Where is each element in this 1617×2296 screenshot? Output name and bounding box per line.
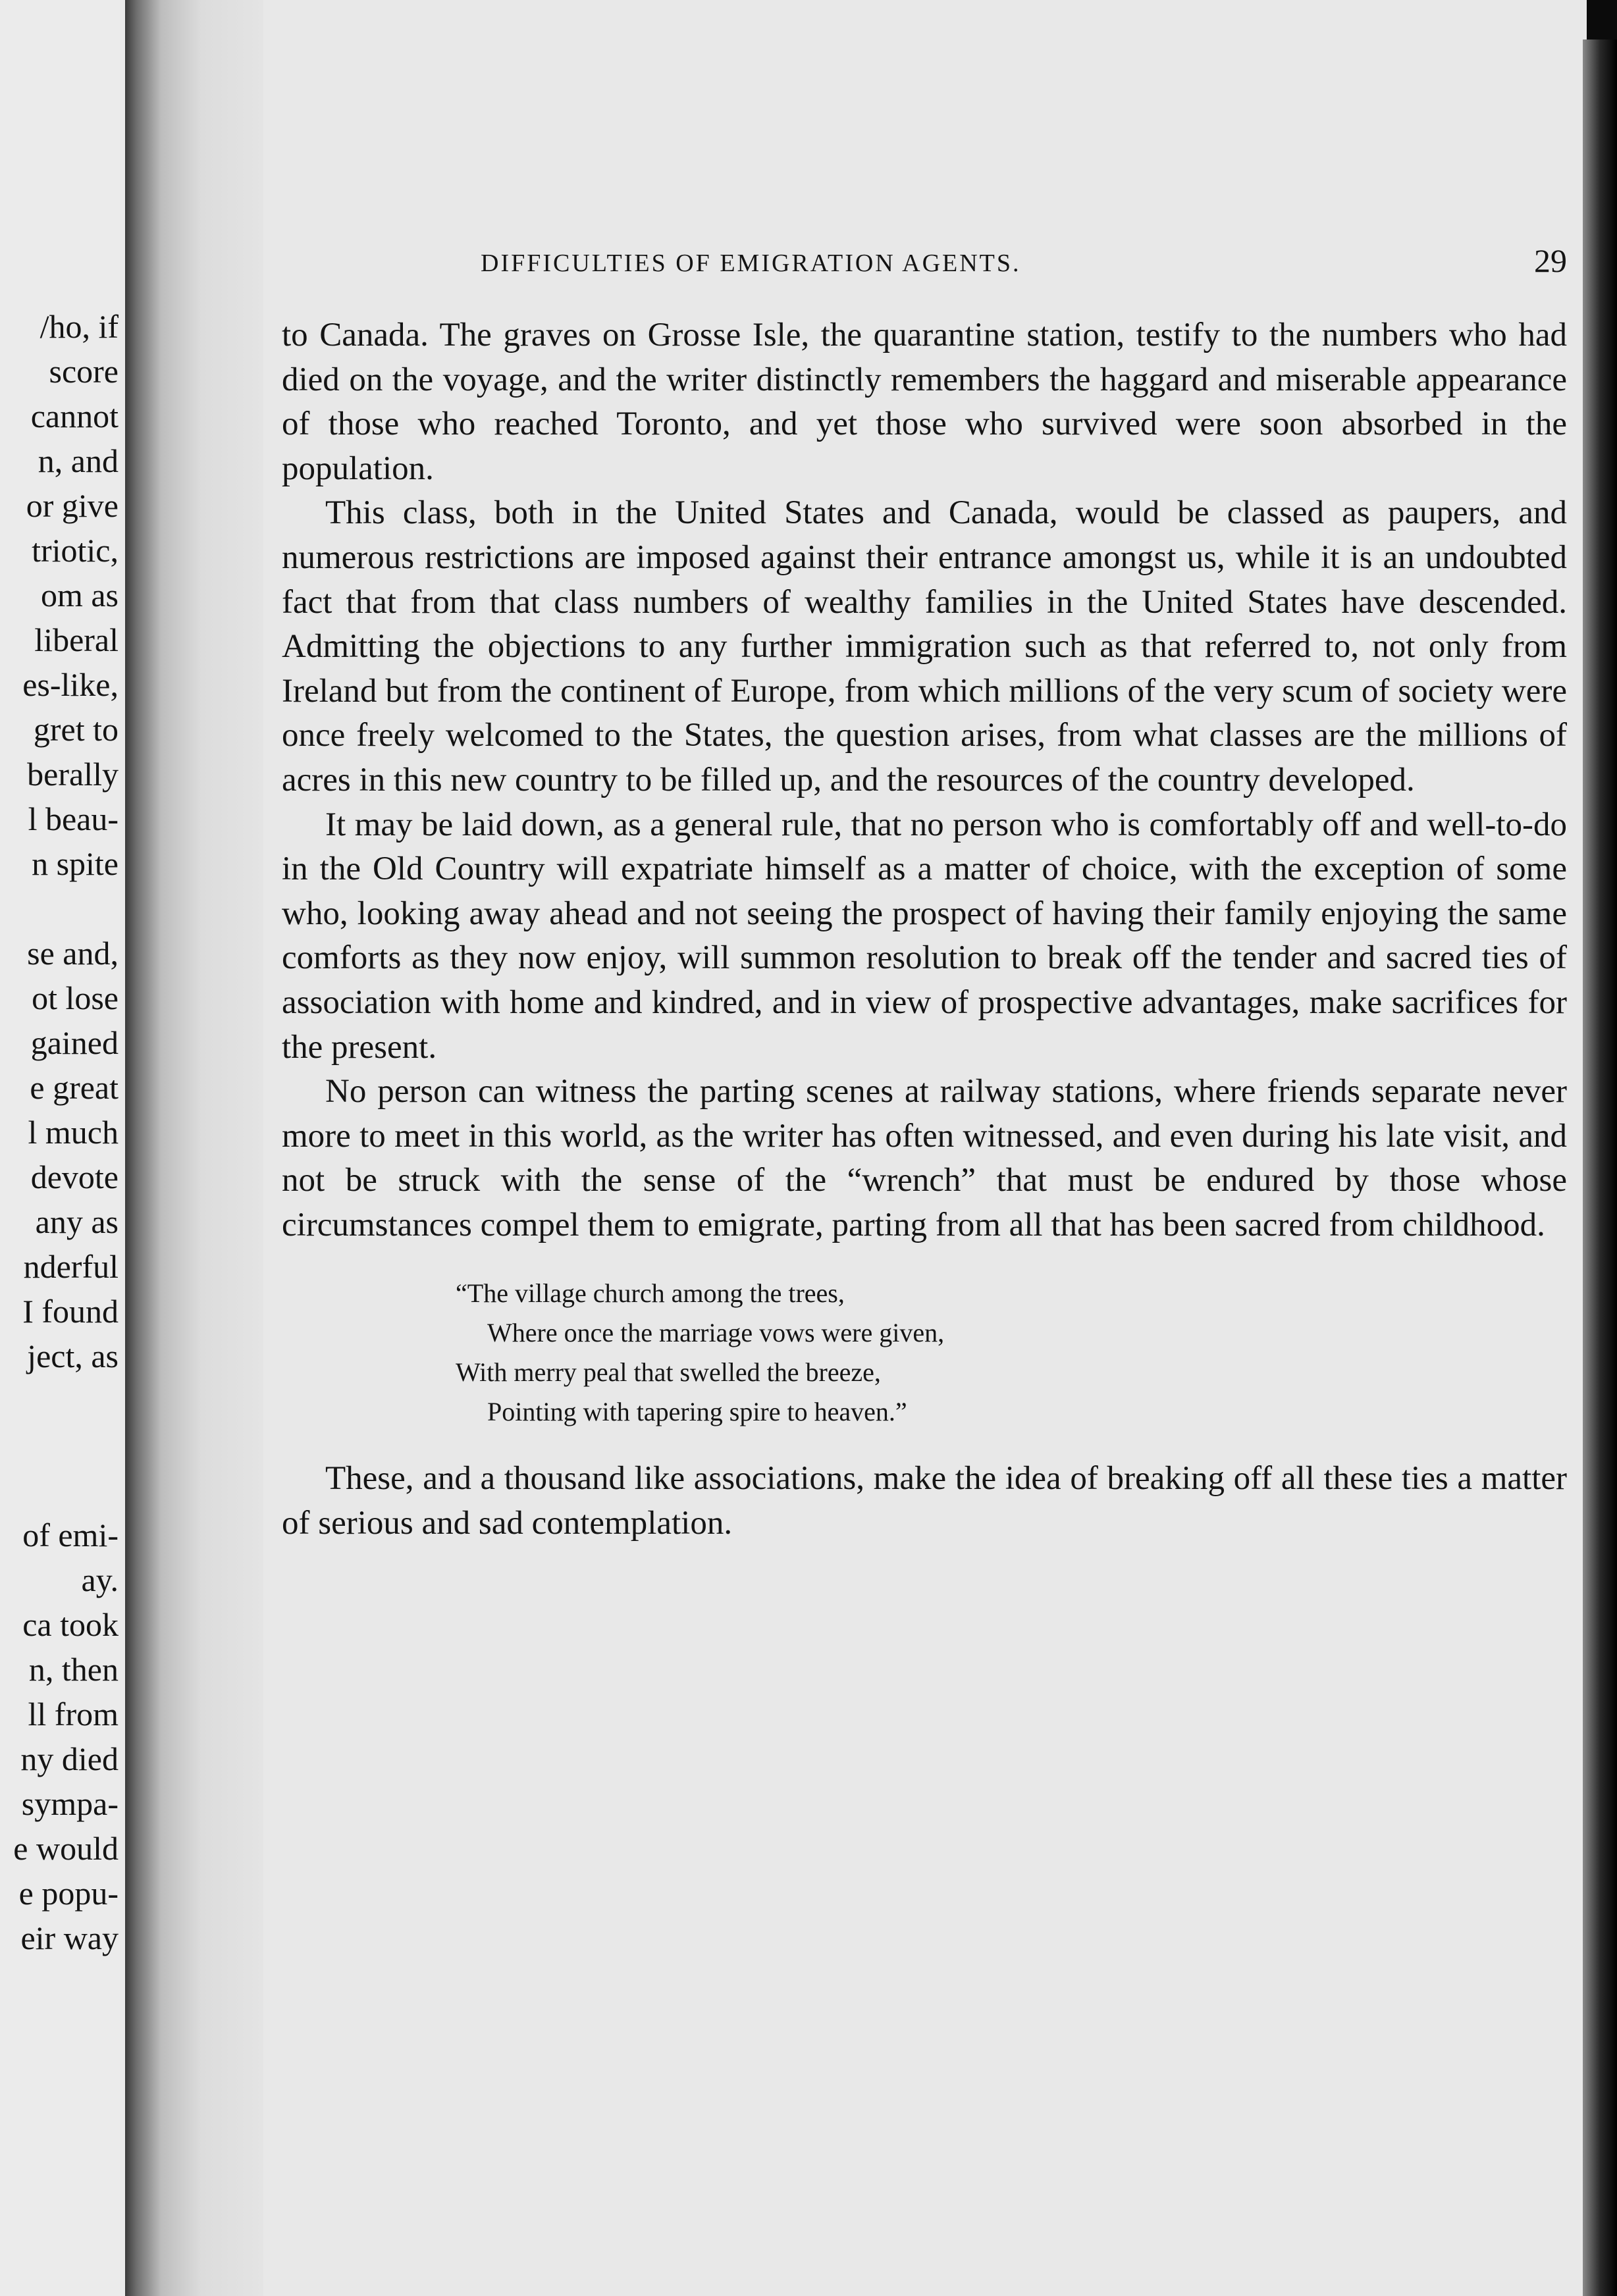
left-line: score <box>49 353 119 390</box>
running-head-title: DIFFICULTIES OF EMIGRATION AGENTS. <box>481 249 1021 277</box>
left-line: /ho, if <box>40 308 119 345</box>
paragraph: No person can witness the parting scenes at railway stations, where friends separate never more to meet in this world, as the writer has often witnessed, and even during his late visit, and not be struck with the sense of the “wrench” that must be endured by those whose circumstances compel them to emigrate, parting from all that has been sacred from childhood. <box>282 1073 1567 1243</box>
verse-line: Pointing with tapering spire to heaven.” <box>487 1397 907 1427</box>
left-line: e popu- <box>18 1875 119 1912</box>
verse-line: With merry peal that swelled the breeze, <box>456 1357 881 1388</box>
left-line: of emi- <box>22 1517 119 1553</box>
left-line: ll from <box>28 1696 119 1733</box>
left-line: triotic, <box>32 532 119 569</box>
left-line: ny died <box>20 1740 119 1777</box>
left-line: cannot <box>30 398 119 434</box>
left-line: nderful <box>23 1248 119 1285</box>
verse-quote <box>282 1274 1567 1432</box>
page-number: 29 <box>1534 242 1567 279</box>
left-line: es-like, <box>22 666 119 703</box>
body-text <box>282 313 1567 1546</box>
left-line: any as <box>35 1203 119 1240</box>
left-line: l much <box>28 1114 119 1151</box>
paragraph: It may be laid down, as a general rule, that no person who is comfortably off and well-to-do in the Old Country will expatriate himself as a matter of choice, with the exception of some who, looking away ahead and not seeing the prospect of having their family enjoying the same comforts as they now enjoy, will summon resolution to break off the tender and sacred ties of association with home and kindred, and in view of prospective advantages, make sacrifices for the present. <box>282 806 1567 1066</box>
previous-page <box>0 0 125 2296</box>
left-line: om as <box>40 577 119 613</box>
page-edge <box>1583 39 1617 2296</box>
book-page <box>263 0 1587 2296</box>
left-line: n, then <box>28 1651 119 1688</box>
left-line: l beau- <box>28 800 119 837</box>
left-line: eir way <box>20 1919 119 1956</box>
paragraph: to Canada. The graves on Grosse Isle, the quarantine station, testify to the numbers who had died on the voyage, and the writer distinctly remembers the haggard and miserable appearance of those who reached Toronto, and yet those who survived were soon absorbed in the population. <box>282 317 1567 487</box>
left-line: n, and <box>38 442 119 479</box>
left-line: liberal <box>34 621 119 658</box>
left-line: ject, as <box>27 1338 119 1374</box>
paragraph: These, and a thousand like associations, make the idea of breaking off all these ties a matter of serious and sad contemplation. <box>282 1460 1567 1542</box>
left-line: gained <box>30 1024 119 1061</box>
paragraph: This class, both in the United States and Canada, would be classed as paupers, and numerous restrictions are imposed against their entrance amongst us, while it is an undoubted fact that from that class numbers of wealthy families in the United States have descended. Admitting the objections to any further immigration such as that referred to, not only from Ireland but from the continent of Europe, from which millions of the very scum of society were once freely welcomed to the States, the question arises, from what classes are the millions of acres in this new country to be filled up, and the resources of the country developed. <box>282 494 1567 798</box>
left-line: devote <box>30 1159 119 1195</box>
left-line: I found <box>22 1293 119 1330</box>
verse-line: Where once the marriage vows were given, <box>487 1318 945 1348</box>
left-line: se and, <box>27 935 119 972</box>
left-line: sympa- <box>21 1785 119 1822</box>
left-line: ca took <box>22 1606 119 1643</box>
verse-line: “The village church among the trees, <box>456 1278 845 1309</box>
running-head <box>481 244 1567 283</box>
book-gutter <box>125 0 263 2296</box>
left-line: gret to <box>33 711 119 748</box>
left-line: e would <box>13 1830 119 1867</box>
left-line: berally <box>27 756 119 793</box>
left-line: ot lose <box>32 979 119 1016</box>
left-line: ay. <box>81 1561 119 1598</box>
left-line: e great <box>30 1069 119 1106</box>
left-line: n spite <box>32 845 119 882</box>
left-line: or give <box>26 487 119 524</box>
